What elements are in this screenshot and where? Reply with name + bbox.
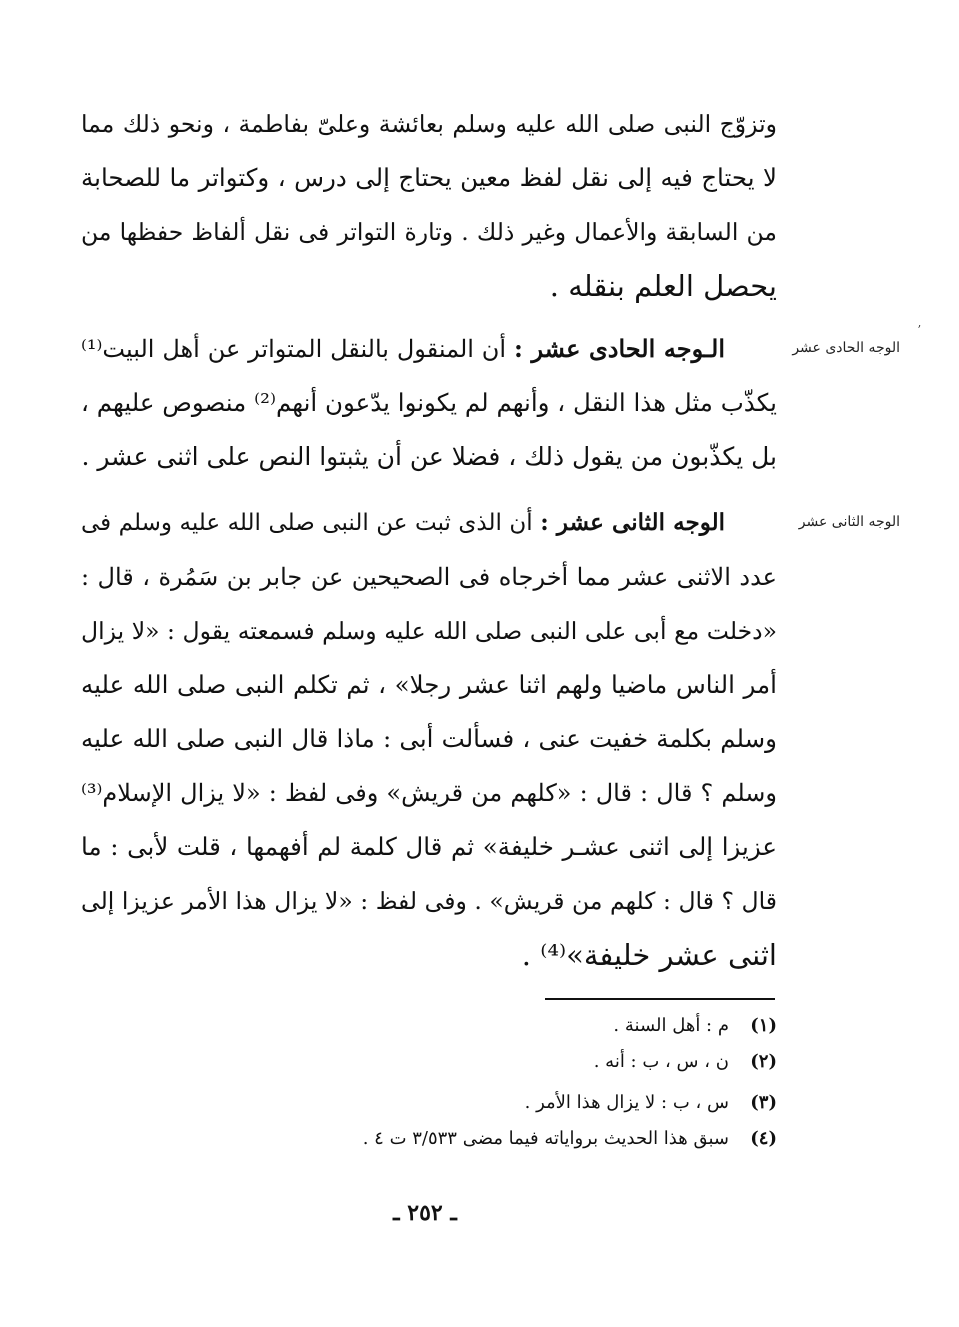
footnote-text: س ، ب : لا يزال هذا الأمر . [524, 1092, 729, 1113]
body-line: عزيزا إلى اثنى عشـر خليفة» ثم قال كلمة لم أفهمها ، قلت لأبى : ما [81, 832, 777, 861]
body-line-text: أن الذى ثبت عن النبى صلى الله عليه وسلم فى [81, 510, 533, 536]
body-line: لا يحتاج فيه إلى نقل لفظ معين يحتاج إلى درس ، وكتواتر ما للصحابة [81, 163, 777, 192]
footnote-number: (٤) [750, 1128, 777, 1149]
body-line: يكذّب مثل هذا النقل ، وأنهم لم يكونوا يدّعون أنهم⁽²⁾ منصوص عليهم ، [81, 388, 777, 417]
body-line-with-heading [81, 322, 777, 376]
body-line: يحصل العلم بنقله . [549, 269, 777, 303]
body-line: قال ؟ قال : كلهم من قريش» . وفى لفظ : «لا يزال هذا الأمر عزيزا إلى [81, 887, 777, 915]
margin-note-eleventh: الوجه الحادى عشر [792, 340, 900, 356]
body-line: عدد الاثنى عشر مما أخرجاه فى الصحيحين عن جابر بن سَمُرة ، قال : [81, 563, 777, 591]
footnote [277, 1012, 777, 1042]
footnote-number: (٢) [750, 1051, 777, 1072]
footnote [277, 1089, 777, 1119]
footnote [277, 1048, 777, 1078]
section-heading-eleventh: الـوجه الحادى عشر : [513, 334, 725, 363]
body-line: أمر الناس ماضيا ولهم اثنا عشر رجلا» ، ثم تكلم النبى صلى الله عليه [81, 670, 777, 699]
margin-tick-mark: ʼ [917, 323, 921, 337]
body-line-with-heading [81, 496, 777, 550]
section-heading-twelfth: الوجه الثانى عشر : [540, 509, 725, 536]
body-line: «دخلت مع أبى على النبى صلى الله عليه وسلم فسمعته يقول : «لا يزال [81, 617, 777, 645]
footnote [277, 1125, 777, 1155]
body-line: وتزوّج النبى صلى الله عليه وسلم بعائشة وعلىّ بفاطمة ، ونحو ذلك مما [81, 110, 777, 138]
body-line-text: أن المنقول بالنقل المتواتر عن أهل البيت⁽¹⁾ [81, 335, 507, 363]
body-line: من السابقة والأعمال وغير ذلك . وتارة التواتر فى نقل ألفاظ حفظها من [81, 218, 777, 246]
body-line: وسلم بكلمة خفيت عنى ، فسألت أبى : ماذا قال النبى صلى الله عليه [81, 724, 777, 753]
footnote-separator [545, 998, 775, 1000]
margin-note-twelfth: الوجه الثانى عشر [798, 514, 900, 530]
body-line: وسلم ؟ قال : قال : «كلهم من قريش» وفى لفظ : «لا يزال الإسلام⁽³⁾ [81, 779, 777, 807]
footnote-text: ن ، س ، ب : أنه . [593, 1051, 729, 1072]
page-number: ـ ٢٥٢ ـ [393, 1200, 457, 1226]
body-line: بل يكذّبون من يقول ذلك ، فضلا عن أن يثبتوا النص على اثنى عشر . [81, 442, 777, 471]
footnote-text: سبق هذا الحديث برواياته فيما مضى ٣/٥٣٣ ت ٤ . [362, 1128, 729, 1149]
footnote-number: (٣) [750, 1092, 777, 1113]
footnote-text: م : أهل السنة . [613, 1015, 729, 1036]
footnote-number: (١) [750, 1015, 777, 1036]
body-line: اثنى عشر خليفة»⁽⁴⁾ . [521, 938, 777, 972]
